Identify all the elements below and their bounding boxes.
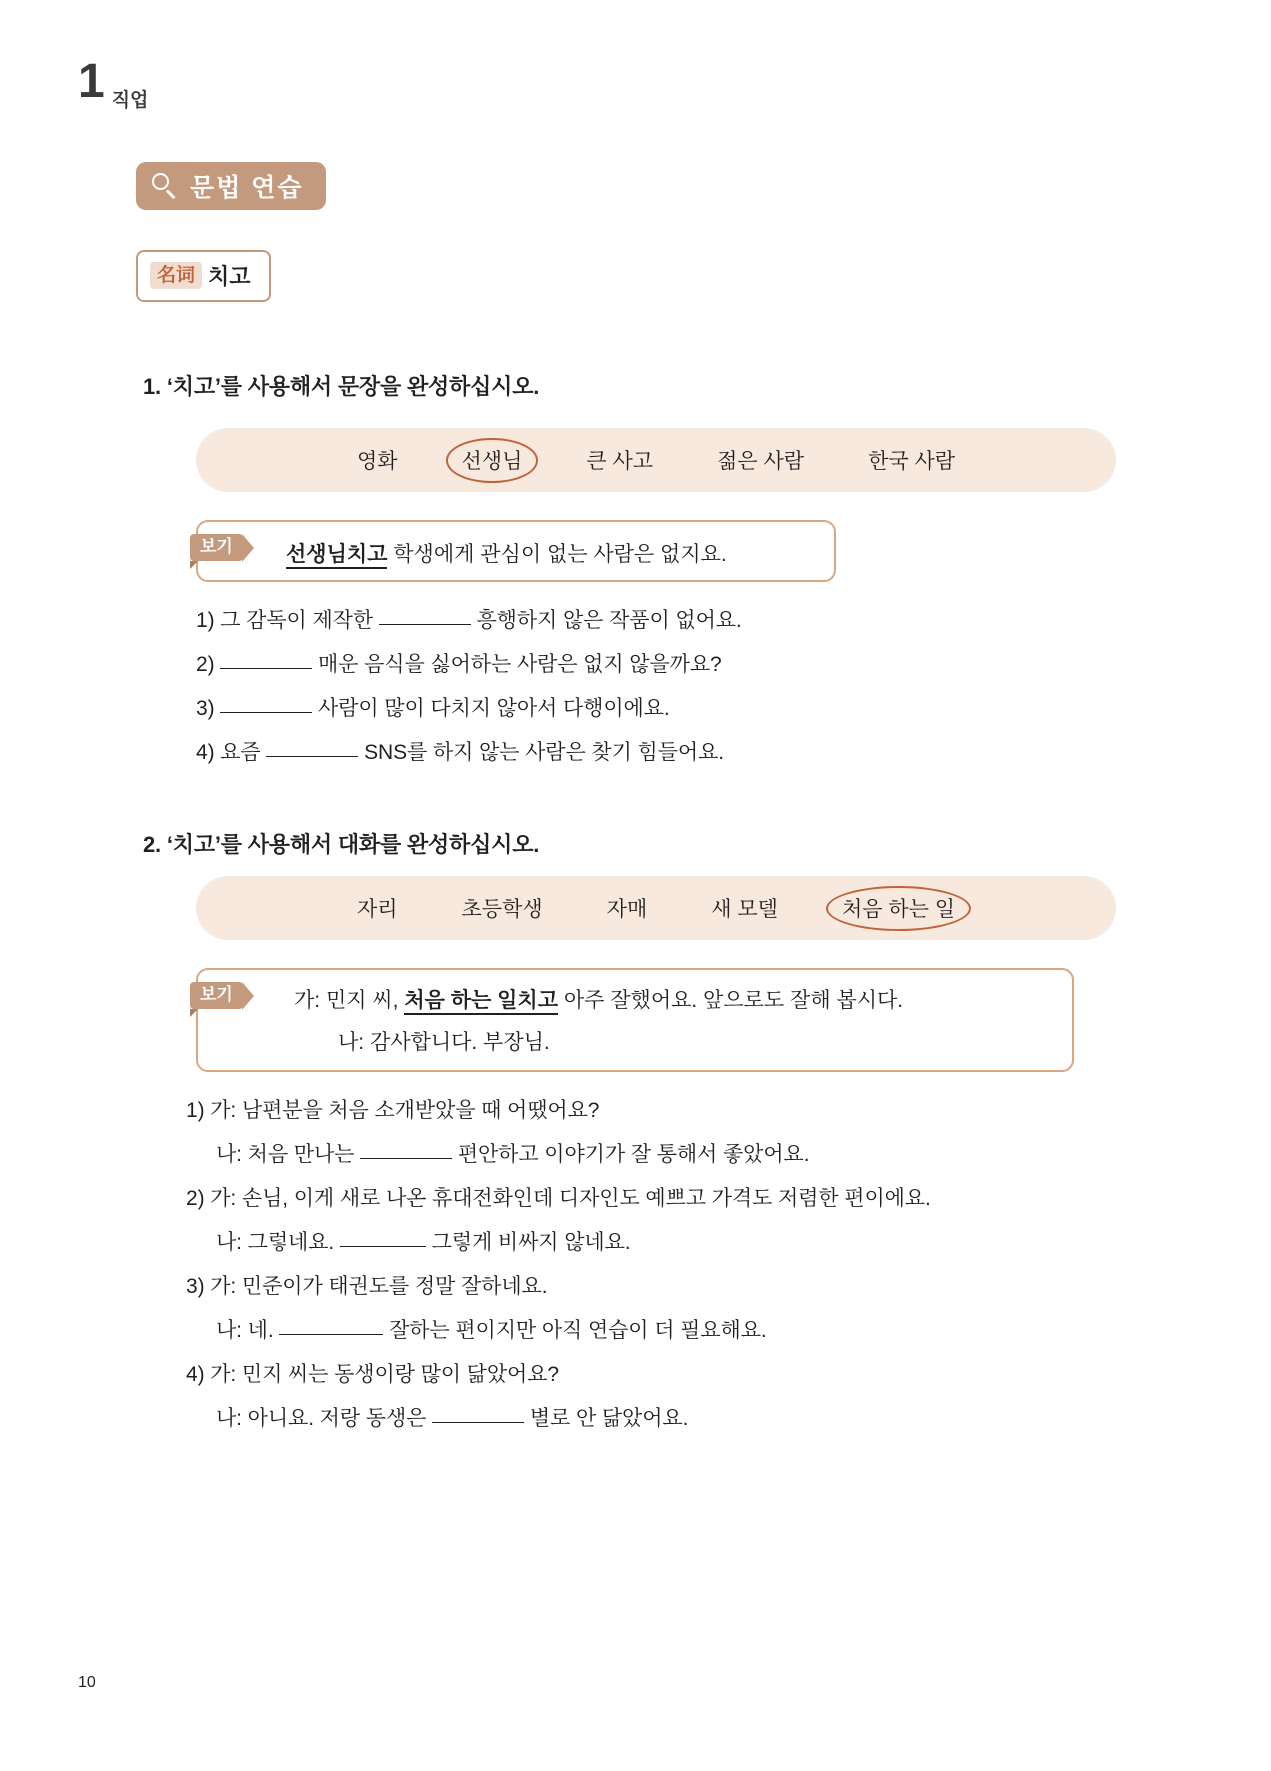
task-2-dialogue-1-answer [216, 1138, 809, 1168]
example-highlight: 처음 하는 일치고 [404, 989, 558, 1015]
dialogue-text-before: 나: 네. [216, 1319, 280, 1342]
part-of-speech-tag: 名词 [150, 262, 202, 290]
task-1-question-3 [196, 692, 670, 722]
example-label: 보기 [190, 534, 243, 561]
grammar-point-box [136, 250, 271, 302]
dialogue-text-before: 나: 그렇네요. [216, 1231, 340, 1254]
answer-blank[interactable] [360, 1158, 452, 1159]
answer-blank[interactable] [220, 712, 312, 713]
word-bank-item: 자매 [606, 898, 648, 921]
task-1-question-2 [196, 648, 722, 678]
dialogue-text-after: 그렇게 비싸지 않네요. [431, 1231, 631, 1254]
dialogue-text: 가: 민지 씨는 동생이랑 많이 닮았어요? [210, 1363, 560, 1386]
dialogue-text-before: 나: 처음 만나는 [216, 1143, 361, 1166]
task-2-example-line-2: 나: 감사합니다. 부장님. [338, 1031, 550, 1054]
magnifier-icon [150, 171, 180, 201]
question-number: 1) [186, 1099, 205, 1122]
task-1-heading: 1. ‘치고’를 사용해서 문장을 완성하십시오. [143, 374, 540, 399]
task-1-example-box [196, 520, 836, 582]
task-2-dialogue-2-answer [216, 1226, 631, 1256]
task-2-dialogue-3-question [186, 1270, 547, 1300]
chapter-header [78, 55, 149, 112]
task-1-question-4 [196, 736, 724, 766]
dialogue-text-after: 편안하고 이야기가 잘 통해서 좋았어요. [457, 1143, 810, 1166]
word-bank-item: 초등학생 [461, 898, 543, 921]
dialogue-text-before: 나: 아니요. 저랑 동생은 [216, 1407, 433, 1430]
dialogue-text: 가: 민준이가 태권도를 정말 잘하네요. [210, 1275, 548, 1298]
dialogue-text-after: 별로 안 닮았어요. [529, 1407, 689, 1430]
chapter-number: 1 [78, 55, 104, 108]
page-number: 10 [78, 1674, 96, 1691]
task-2-word-bank [196, 876, 1116, 940]
answer-blank[interactable] [432, 1422, 524, 1423]
chapter-title: 직업 [111, 90, 149, 111]
word-bank-item: 한국 사람 [868, 450, 956, 473]
task-2-dialogue-1-question [186, 1094, 599, 1124]
question-number: 4) [186, 1363, 205, 1386]
question-text-after: SNS를 하지 않는 사람은 찾기 힘들어요. [364, 741, 724, 764]
task-2-dialogue-4-answer [216, 1402, 688, 1432]
dialogue-text: 가: 남편분을 처음 소개받았을 때 어땠어요? [210, 1099, 600, 1122]
question-number: 1) [196, 609, 215, 632]
word-bank-item-circled: 선생님 [430, 445, 555, 475]
answer-blank[interactable] [220, 668, 312, 669]
answer-blank[interactable] [279, 1334, 383, 1335]
word-bank-item: 큰 사고 [586, 450, 654, 473]
word-bank-item-circled: 처음 하는 일 [810, 893, 987, 923]
question-text-after: 흥행하지 않은 작품이 없어요. [476, 609, 742, 632]
task-2-dialogue-4-question [186, 1358, 559, 1388]
grammar-point-text: 치고 [208, 264, 251, 289]
task-1-example-sentence [286, 538, 727, 568]
question-text-after: 사람이 많이 다치지 않아서 다행이에요. [317, 697, 670, 720]
example-prefix: 가: 민지 씨, [294, 989, 405, 1012]
task-1-word-bank [196, 428, 1116, 492]
word-bank-item: 젊은 사람 [717, 450, 805, 473]
task-2-example-box [196, 968, 1074, 1072]
task-2-heading: 2. ‘치고’를 사용해서 대화를 완성하십시오. [143, 832, 540, 857]
question-number: 3) [186, 1275, 205, 1298]
question-text-before: 그 감독이 제작한 [220, 609, 379, 632]
task-1-question-1 [196, 604, 742, 634]
answer-blank[interactable] [266, 756, 358, 757]
word-bank-item: 영화 [356, 450, 398, 473]
question-number: 3) [196, 697, 215, 720]
question-number: 2) [196, 653, 215, 676]
answer-blank[interactable] [340, 1246, 426, 1247]
dialogue-text: 가: 손님, 이게 새로 나온 휴대전화인데 디자인도 예쁘고 가격도 저렴한 편이에요. [210, 1187, 931, 1210]
example-rest: 학생에게 관심이 없는 사람은 없지요. [387, 543, 727, 566]
example-highlight: 선생님치고 [286, 543, 387, 569]
dialogue-text-after: 잘하는 편이지만 아직 연습이 더 필요해요. [389, 1319, 767, 1342]
answer-blank[interactable] [379, 624, 471, 625]
task-2-dialogue-3-answer [216, 1314, 767, 1344]
question-text-after: 매운 음식을 싫어하는 사람은 없지 않을까요? [317, 653, 722, 676]
task-2-example-line-1 [294, 984, 903, 1014]
question-number: 2) [186, 1187, 205, 1210]
example-label: 보기 [190, 982, 243, 1009]
section-banner [136, 162, 326, 210]
example-suffix: 아주 잘했어요. 앞으로도 잘해 봅시다. [558, 989, 904, 1012]
question-text-before: 요즘 [220, 741, 267, 764]
section-title: 문법 연습 [190, 174, 304, 202]
word-bank-item: 자리 [356, 898, 398, 921]
question-number: 4) [196, 741, 215, 764]
task-2-dialogue-2-question [186, 1182, 931, 1212]
word-bank-item: 새 모델 [711, 898, 778, 921]
